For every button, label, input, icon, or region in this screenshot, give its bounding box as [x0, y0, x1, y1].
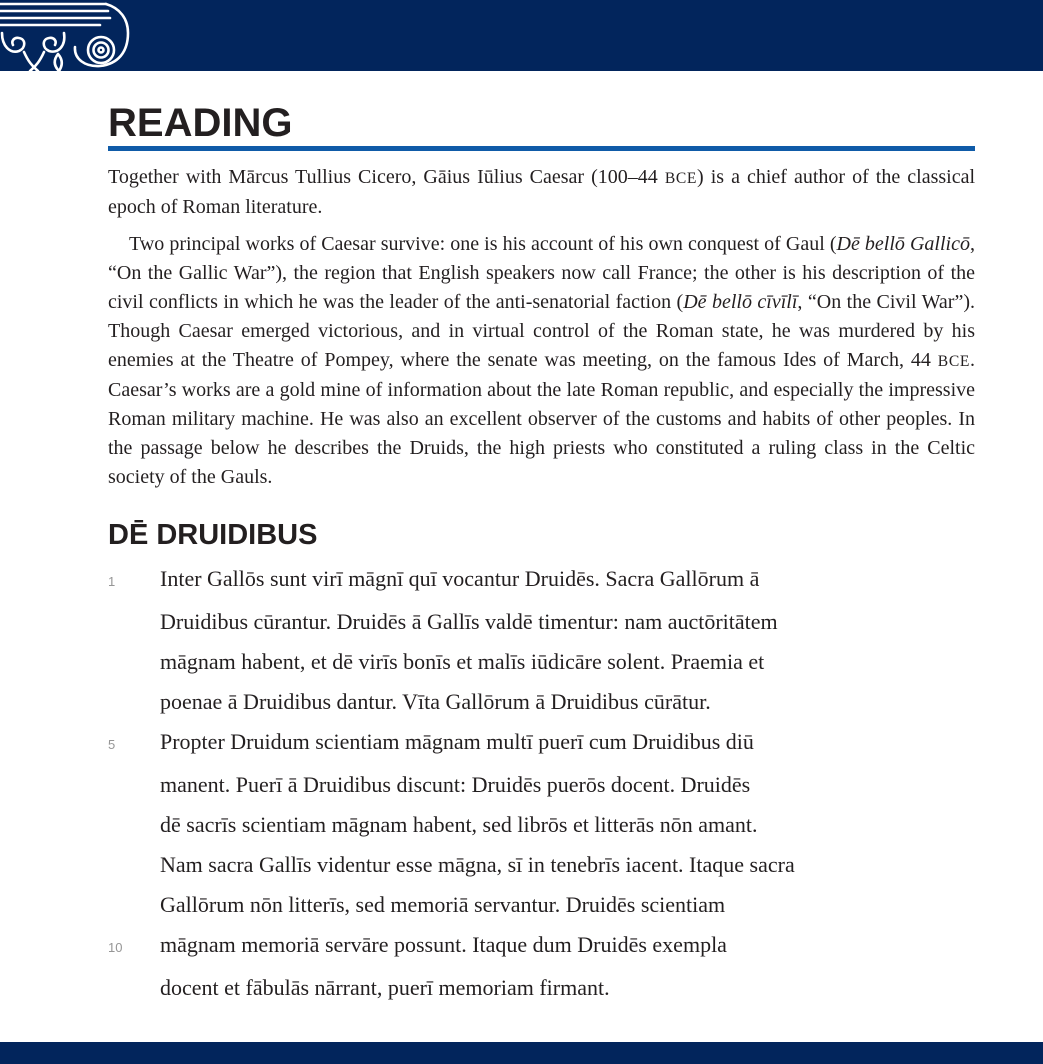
latin-line-text: māgnam habent, et dē virīs bonīs et malīs iūdicāre solent. Praemia et — [160, 649, 765, 674]
latin-line-text: māgnam memoriā servāre possunt. Itaque dum Druidēs exempla — [160, 932, 727, 957]
latin-line — [108, 968, 975, 1008]
text-run: Two principal works of Caesar survive: one is his account of his own conquest of Gaul ( — [129, 233, 837, 255]
latin-line — [108, 682, 975, 722]
footer-band — [0, 1042, 1043, 1064]
latin-line — [108, 885, 975, 925]
latin-line-text: Druidibus cūrantur. Druidēs ā Gallīs valdē timentur: nam auctōritātem — [160, 609, 778, 634]
latin-line — [108, 602, 975, 642]
work-title-italic: Dē bellō Gallicō — [836, 233, 970, 255]
line-number: 1 — [108, 574, 116, 589]
intro-paragraph-1 — [108, 163, 975, 222]
latin-line-text: Gallōrum nōn litterīs, sed memoriā servantur. Druidēs scientiam — [160, 892, 726, 917]
latin-line — [108, 845, 975, 885]
reading-section — [108, 102, 975, 492]
text-run: , “On the Civil War”). Though Caesar emerged victorious, and in virtual control of the Roman state, he was murdered by his enemies at the Theatre of Pompey, where the senate was meeting, on the famous Ides of March, 44 — [108, 291, 975, 371]
text-run: Together with Mārcus Tullius Cicero, Gāius Iūlius Caesar (100–44 — [108, 166, 665, 188]
latin-line — [108, 805, 975, 845]
latin-line — [108, 925, 975, 968]
latin-line — [108, 559, 975, 602]
intro-paragraph-2 — [108, 230, 975, 492]
latin-line-text: Propter Druidum scientiam māgnam multī puerī cum Druidibus diū — [160, 729, 754, 754]
latin-passage-section — [108, 518, 975, 1008]
text-run: ) is a chief author of the classical epoch of Roman literature. — [108, 166, 975, 218]
header-band — [0, 0, 1043, 71]
latin-line — [108, 765, 975, 805]
page-content — [108, 71, 975, 1008]
line-number: 5 — [108, 737, 116, 752]
work-title-italic: Dē bellō cīvīlī — [683, 291, 798, 313]
latin-line-text: Inter Gallōs sunt virī māgnī quī vocantur Druidēs. Sacra Gallōrum ā — [160, 566, 760, 591]
latin-line-text: dē sacrīs scientiam māgnam habent, sed librōs et litterās nōn amant. — [160, 812, 758, 837]
latin-line — [108, 722, 975, 765]
page-title: READING — [108, 101, 293, 145]
latin-passage — [108, 559, 975, 1008]
text-run: , “On the Gallic War”), the region that English speakers now call France; the other is his description of the civil conflicts in which he was the leader of the anti-senatorial faction ( — [108, 233, 975, 313]
latin-line-text: Nam sacra Gallīs videntur esse māgna, sī in tenebrīs iacent. Itaque sacra — [160, 852, 795, 877]
line-number: 10 — [108, 940, 123, 955]
latin-line-text: docent et fābulās nārrant, puerī memoriam firmant. — [160, 975, 610, 1000]
title-rule — [108, 146, 975, 151]
latin-line-text: manent. Puerī ā Druidibus discunt: Druidēs puerōs docent. Druidēs — [160, 772, 751, 797]
ionic-column-capital-icon — [0, 0, 138, 71]
text-run: . Caesar’s works are a gold mine of information about the late Roman republic, and especially the impressive Roman military machine. He was also an excellent observer of the customs and habits of other peoples. In the passage below he describes the Druids, the high priests who constituted a ruling class in the Celtic society of the Gauls. — [108, 349, 975, 488]
latin-line — [108, 642, 975, 682]
era-smallcaps: BCE — [937, 353, 970, 370]
era-smallcaps: BCE — [664, 170, 698, 187]
latin-line-text: poenae ā Druidibus dantur. Vīta Gallōrum ā Druidibus cūrātur. — [160, 689, 711, 714]
passage-title: DĒ DRUIDIBUS — [108, 519, 318, 551]
